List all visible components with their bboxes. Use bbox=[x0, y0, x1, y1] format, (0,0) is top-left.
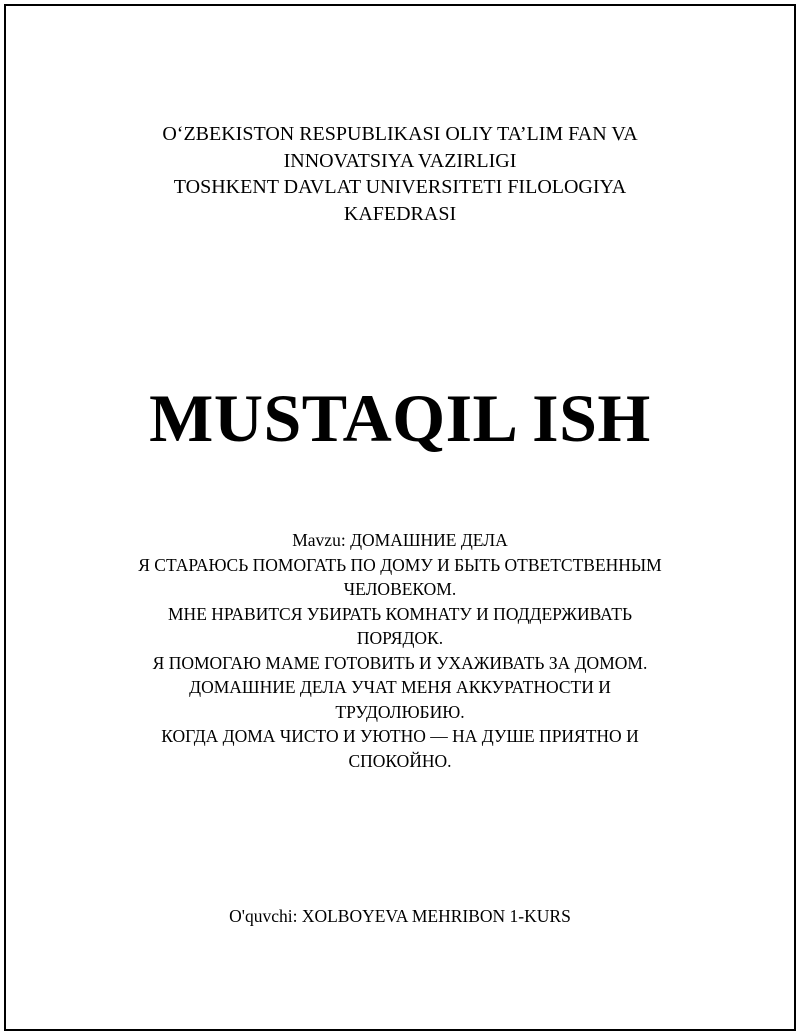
topic-line: ЧЕЛОВЕКОМ. bbox=[343, 579, 457, 599]
topic-line: Я ПОМОГАЮ МАМЕ ГОТОВИТЬ И УХАЖИВАТЬ ЗА ДОМОМ. bbox=[152, 652, 648, 673]
document-title: MUSTAQIL ISH bbox=[149, 380, 651, 456]
topic-line: ПОРЯДОК. bbox=[356, 628, 444, 648]
topic-line: СПОКОЙНО. bbox=[348, 750, 452, 771]
header-line: TOSHKENT DAVLAT UNIVERSITETI FILOLOGIYA bbox=[173, 176, 627, 198]
student-info: O'quvchi: XOLBOYEVA MEHRIBON 1-KURS bbox=[229, 906, 571, 926]
topic-line: МНЕ НРАВИТСЯ УБИРАТЬ КОМНАТУ И ПОДДЕРЖИВАТЬ bbox=[168, 603, 632, 624]
topic-line: КОГДА ДОМА ЧИСТО И УЮТНО — НА ДУШЕ ПРИЯТНО И bbox=[161, 726, 639, 746]
topic-line: ДОМАШНИЕ ДЕЛА УЧАТ МЕНЯ АККУРАТНОСТИ И bbox=[189, 677, 611, 697]
topic-section bbox=[0, 528, 800, 773]
header-line: INNOVATSIYA VAZIRLIGI bbox=[283, 149, 517, 172]
topic-line: Mavzu: ДОМАШНИЕ ДЕЛА bbox=[292, 530, 508, 550]
institution-header bbox=[0, 121, 800, 227]
header-line: KAFEDRASI bbox=[343, 202, 457, 225]
topic-line: ТРУДОЛЮБИЮ. bbox=[335, 701, 465, 722]
topic-line: Я СТАРАЮСЬ ПОМОГАТЬ ПО ДОМУ И БЫТЬ ОТВЕТСТВЕННЫМ bbox=[138, 554, 662, 575]
header-line: O‘ZBEKISTON RESPUBLIKASI OLIY TA’LIM FAN VA bbox=[162, 123, 638, 145]
